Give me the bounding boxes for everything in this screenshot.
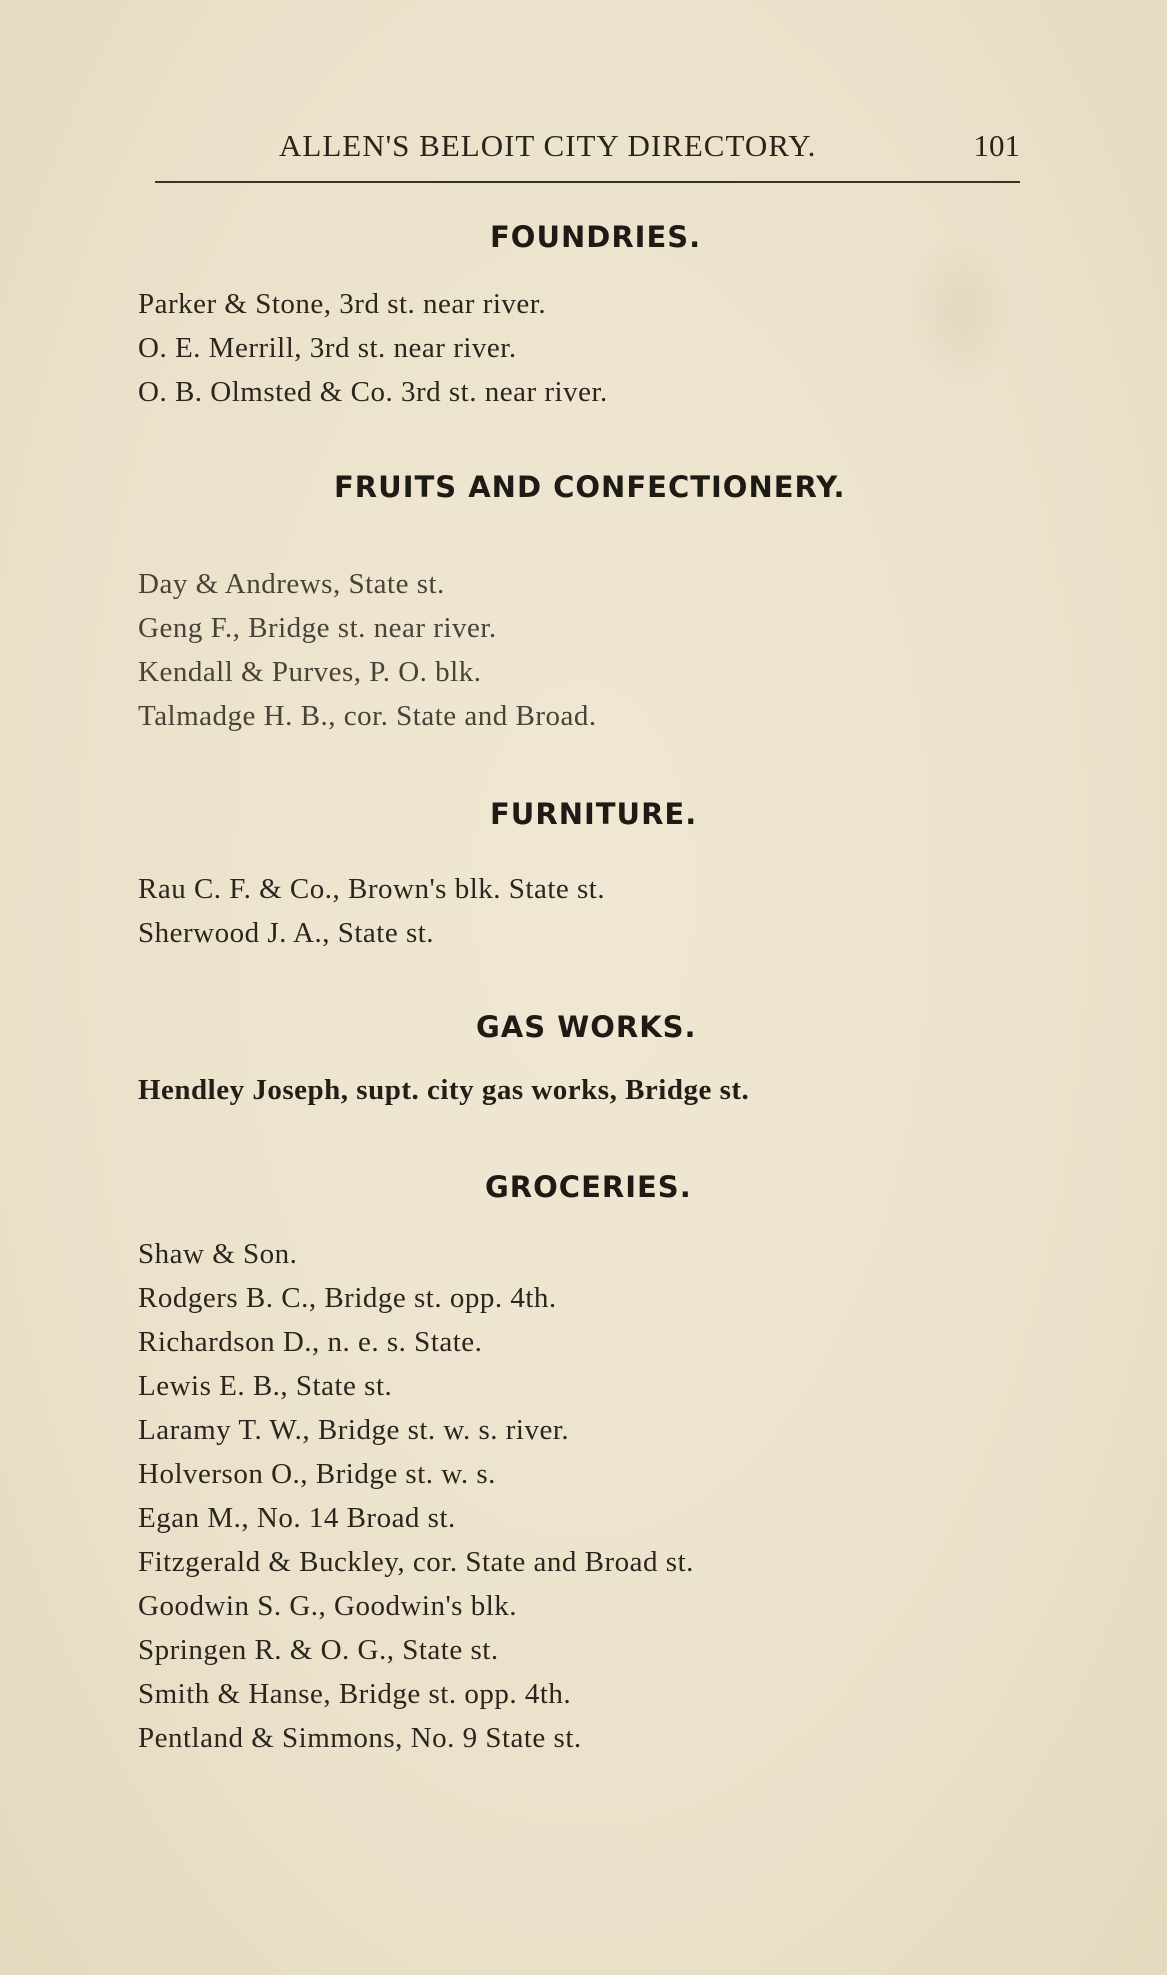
header-title: ALLEN'S BELOIT CITY DIRECTORY. [279,128,817,163]
list-item: Smith & Hanse, Bridge st. opp. 4th. [138,1678,572,1710]
section-heading: FRUITS AND CONFECTIONERY. [334,470,846,504]
list-item: Pentland & Simmons, No. 9 State st. [138,1722,582,1754]
list-item: Egan M., No. 14 Broad st. [138,1502,456,1534]
header-rule [155,181,1020,183]
section-heading: GROCERIES. [485,1170,692,1204]
list-item: Holverson O., Bridge st. w. s. [138,1458,496,1490]
section-heading: FOUNDRIES. [490,220,702,254]
list-item: O. E. Merrill, 3rd st. near river. [138,332,517,364]
show-through-ink [907,230,1017,390]
list-item: Lewis E. B., State st. [138,1370,393,1402]
running-header [155,128,1020,168]
list-item: Shaw & Son. [138,1238,298,1270]
list-item: Geng F., Bridge st. near river. [138,612,497,644]
list-item: Day & Andrews, State st. [138,568,445,600]
list-item: Rodgers B. C., Bridge st. opp. 4th. [138,1282,557,1314]
list-item: Rau C. F. & Co., Brown's blk. State st. [138,873,606,905]
list-item: Richardson D., n. e. s. State. [138,1326,483,1358]
list-item: Kendall & Purves, P. O. blk. [138,656,482,688]
section-heading: FURNITURE. [490,797,698,831]
list-item: Talmadge H. B., cor. State and Broad. [138,700,597,732]
page-number: 101 [973,128,1020,163]
list-item: Laramy T. W., Bridge st. w. s. river. [138,1414,570,1446]
list-item: O. B. Olmsted & Co. 3rd st. near river. [138,376,608,408]
list-item: Goodwin S. G., Goodwin's blk. [138,1590,518,1622]
list-item: Sherwood J. A., State st. [138,917,435,949]
list-item: Springen R. & O. G., State st. [138,1634,499,1666]
list-item: Fitzgerald & Buckley, cor. State and Broad st. [138,1546,694,1578]
section-heading: GAS WORKS. [476,1010,697,1044]
list-item: Hendley Joseph, supt. city gas works, Bridge st. [138,1074,750,1106]
list-item: Parker & Stone, 3rd st. near river. [138,288,547,320]
